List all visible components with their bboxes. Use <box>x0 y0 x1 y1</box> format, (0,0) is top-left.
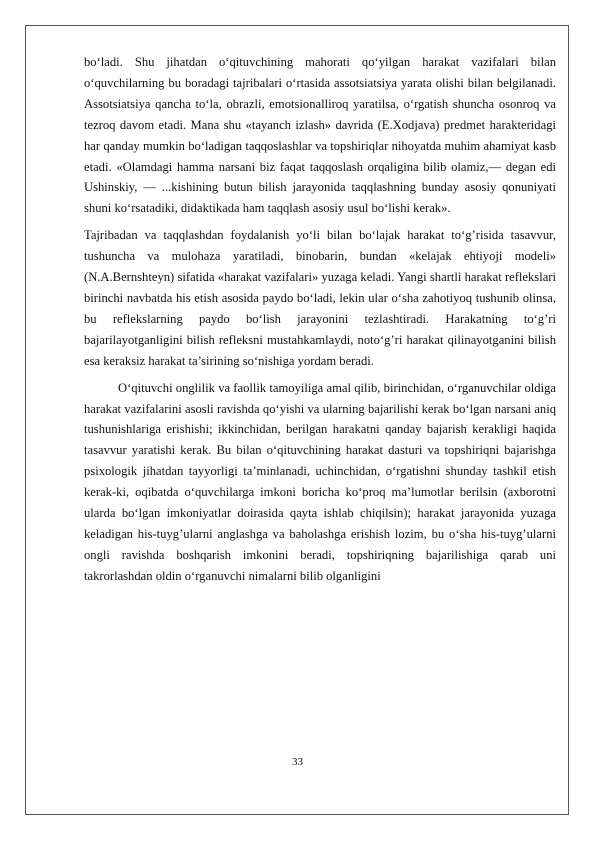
paragraph-2: Tajribadan va taqqlashdan foydalanish yo‘li bilan bo‘lajak harakat to‘g’risida tasavvur, tushuncha va mulohaza yaratiladi, binobarin, bundan «kelajak ehtiyoji modeli» (N.A.Bernshteyn) sifatida «harakat vazifalari» yuzaga keladi. Yangi shartli harakat reflekslari birinchi navbatda his etish asosida paydo bo‘ladi, lekin ular o‘sha zahotiyoq tushunib olinsa, bu reflekslarning paydo bo‘lish jarayonini tezlashtiradi. Harakatning to‘g’ri bajarilayotganligini bilish refleksni mustahkamlaydi, noto‘g’ri harakat qilinayotganini bilish esa keraksiz harakat ta’sirining so‘nishiga yordam beradi. <box>84 228 556 368</box>
paragraph-1: bo‘ladi. Shu jihatdan o‘qituvchining mahorati qo‘yilgan harakat vazifalari bilan o‘quvchilarning bu boradagi tajribalari o‘rtasida assotsiatsiya yarata olishi bilan belgilanadi. Assotsiatsiya qancha to‘la, obrazli, emotsionalliroq yaratilsa, o‘rgatish shuncha osonroq va tezroq davom etadi. Mana shu «tayanch izlash» davrida (E.Xodjava) predmet harakteridagi har qanday mumkin bo‘ladigan taqqoslashlar va topshiriqlar nihoyatda muhim ahamiyat kasb etadi. «Olamdagi hamma narsani biz faqat taqqoslash orqaligina bilib olamiz,— degan edi Ushinskiy, — ...kishining butun bilish jarayonida taqqlashning bunday asosiy qonuniyati shuni ko‘rsatadiki, didaktikada ham taqqlash asosiy usul bo‘lishi kerak». <box>84 55 556 216</box>
page-number: 33 <box>292 756 303 768</box>
document-body <box>84 52 556 593</box>
paragraph-3: O‘qituvchi onglilik va faollik tamoyiliga amal qilib, birinchidan, o‘rganuvchilar oldiga harakat vazifalarini asosli ravishda qo‘yishi va ularning bajarilishi kerak bo‘lgan narsani aniq tushunishlariga erishishi; ikkinchidan, berilgan harakatni qanday bajarish kerakligi haqida tasavvur yaratishi kerak. Bu bilan o‘qituvchining harakat dasturi va topshiriqni bajarishga psixologik jihatdan tayyorligi ta’minlanadi, uchinchidan, o‘rgatishni shunday tashkil etish kerak-ki, oqibatda o‘quvchilarga imkoni boricha ko‘proq ma’lumotlar berilsin (axborotni ularda bo‘lgan imkoniyatlar doirasida qayta ishlab chiqilsin); harakat jarayonida yuzaga keladigan his-tuyg’ularni anglashga va baholashga erishish lozim, bu o‘sha his-tuyg’ularni ongli ravishda boshqarish imkonini beradi, topshiriqning bajarilishiga qarab uni takrorlashdan oldin o‘rganuvchi nimalarni bilib olganligini <box>84 380 556 583</box>
